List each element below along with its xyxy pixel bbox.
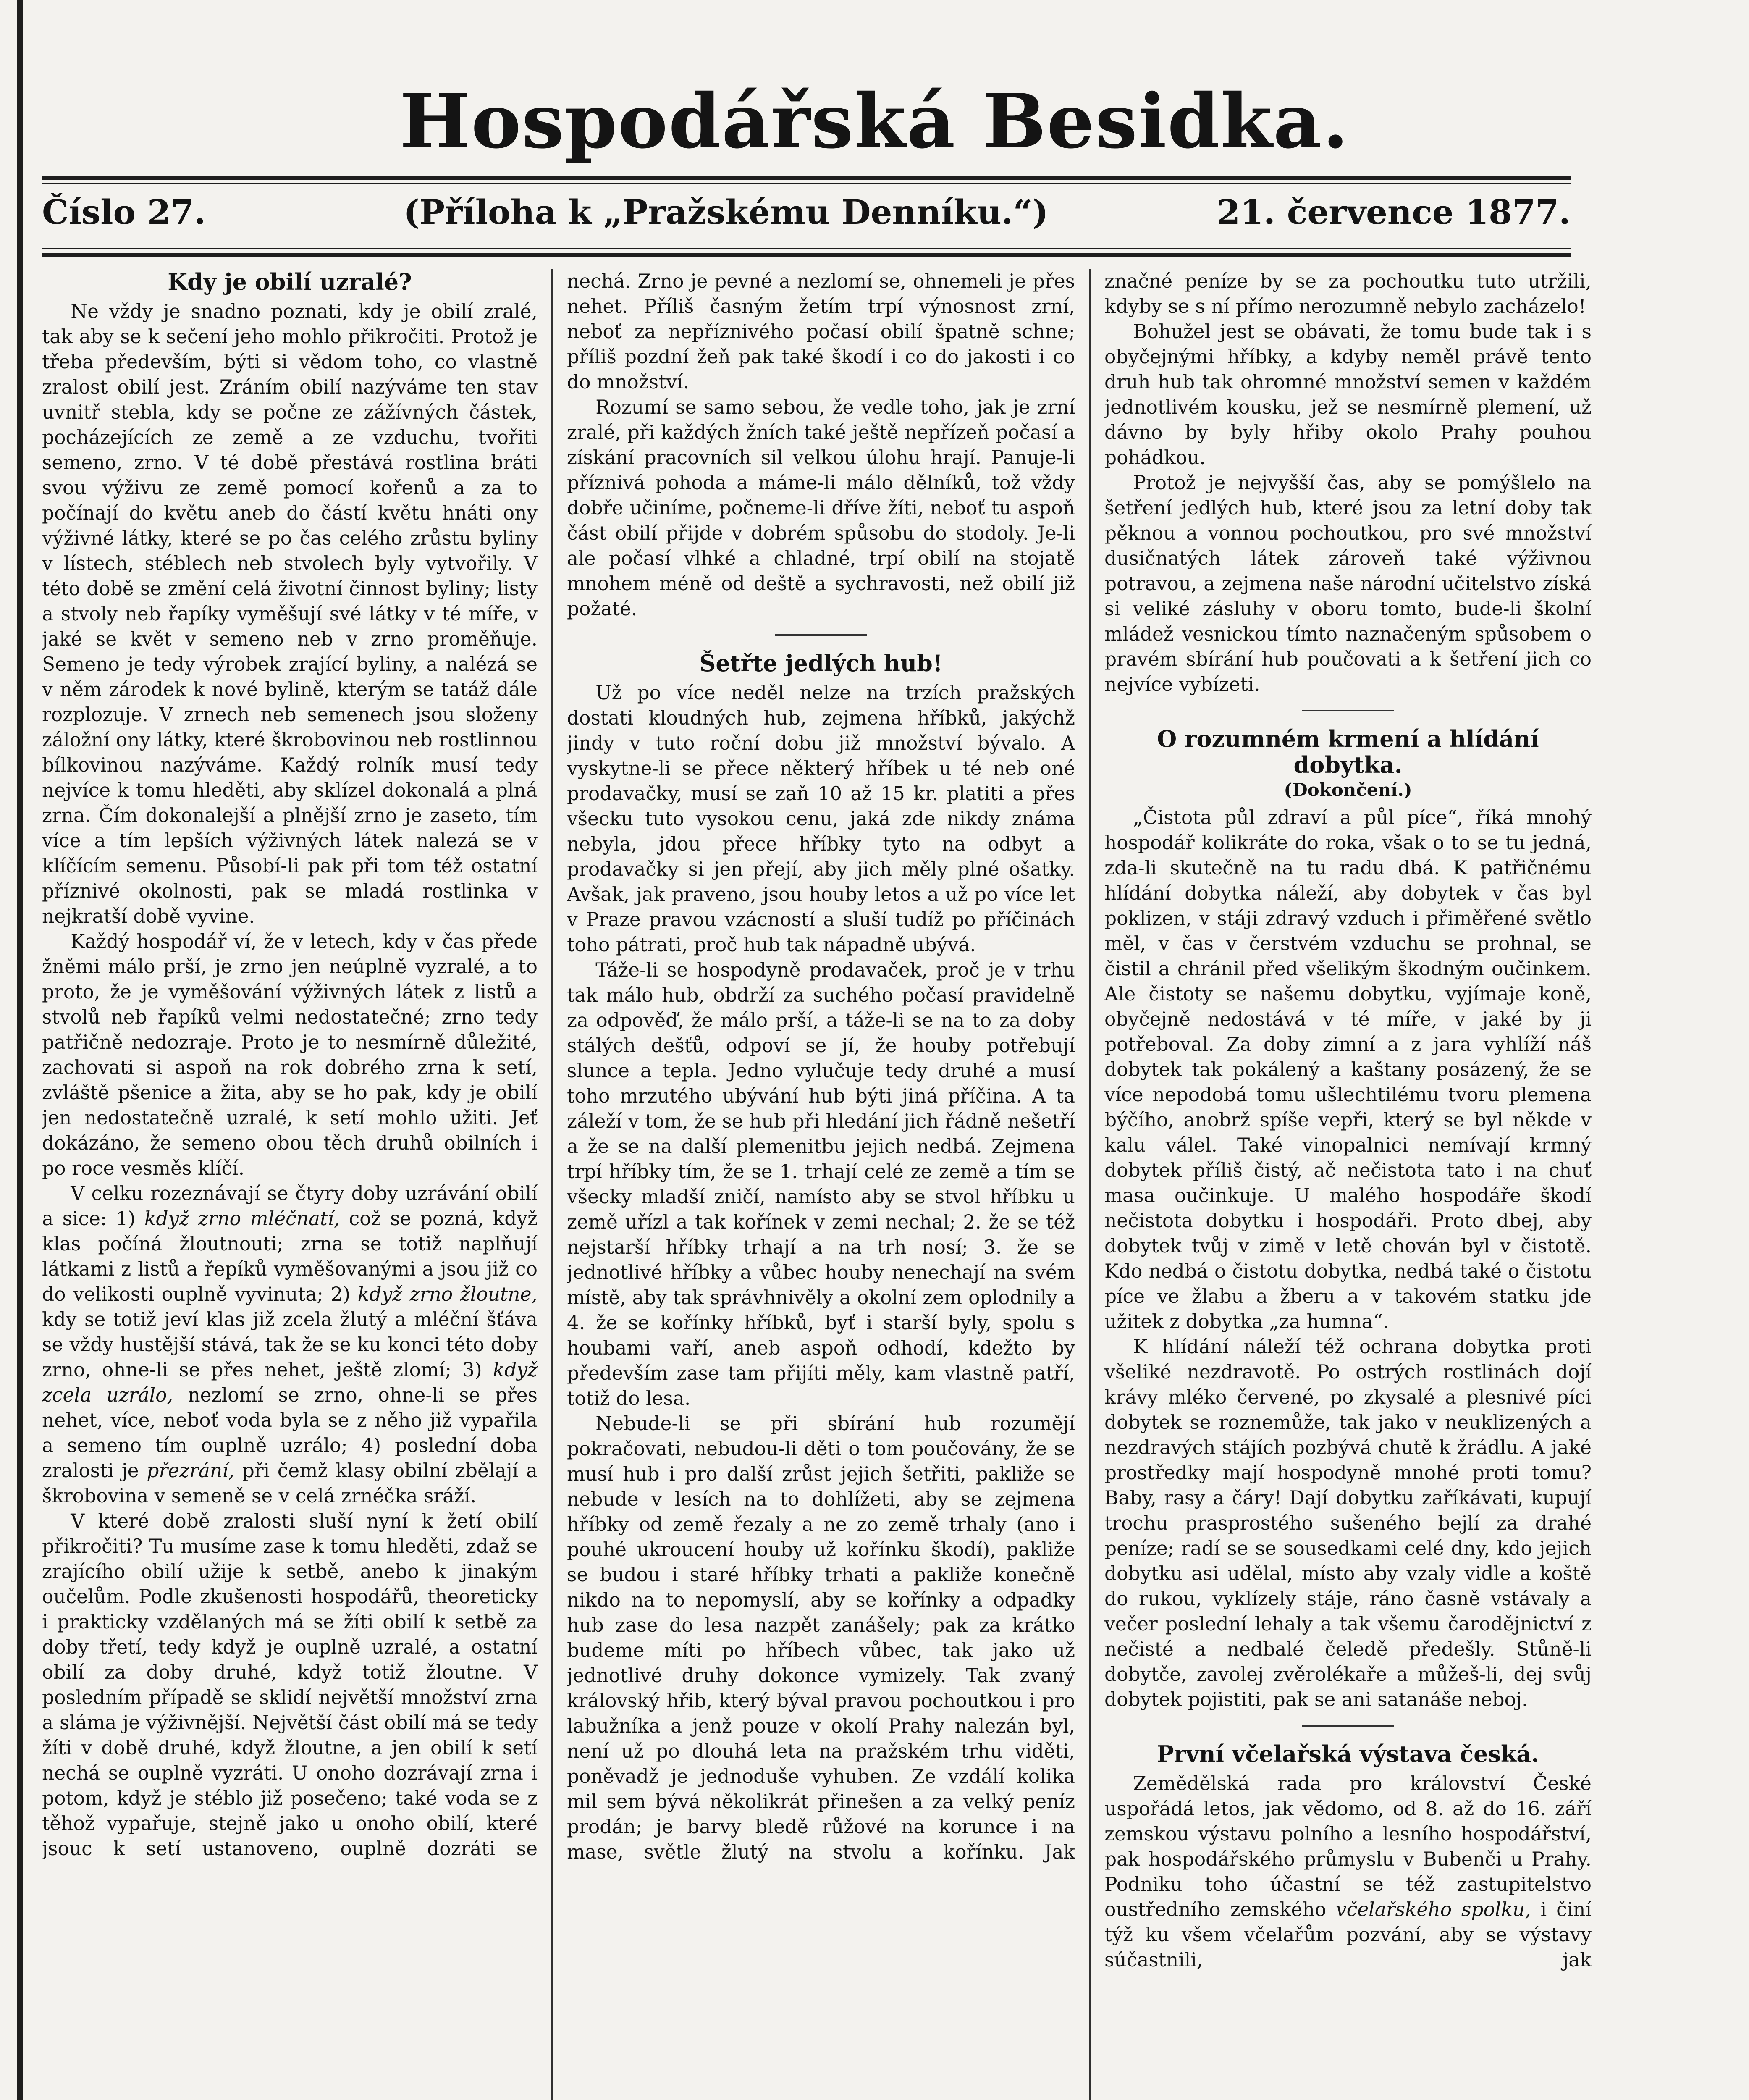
dateline-rule-top — [42, 248, 1571, 249]
article-separator — [775, 634, 867, 636]
masthead-rule-top-thin — [42, 183, 1571, 184]
paragraph: Každý hospodář ví, že v letech, kdy v čas přede žněmi málo prší, je zrno jen neúplně vyzralé, a to proto, že je vyměšování výživných látek z listů a stvolů neb řapíků velmi nedostatečné; zrno tedy patřičně nedozraje. Proto je to nesmírně důležité, zachovati si aspoň na rok dobrého zrna k setí, zvláště pšenice a žita, aby se ho pak, kdy je obilí jen nedostatečně uzralé, k setí mohlo užiti. Jeť dokázáno, že semeno obou těch druhů obilních i po roce vesměs klíčí. — [42, 930, 538, 1180]
page-edge-rule — [17, 0, 23, 2100]
paragraph: Ne vždy je snadno poznati, kdy je obilí zralé, tak aby se k sečení jeho mohlo přikročiti. Protož je třeba především, býti si vědom toho, co vlastně zralost obilí jest. Zráním obilí nazýváme ten stav uvnitř stebla, kdy se počne ze zážívných částek, pocházejících ze země a ze vzduchu, tvořiti semeno, zrno. V té době přestává rostlina bráti svou výživu ze země pomocí kořenů a za to počínají do květu aneb do částí květu hnáti ony výživné látky, které se po čas celého zrůstu byliny v lístech, stéblech neb stvolech byly vytvořily. V této době se změní celá životní činnost byliny; listy a stvoly neb řapíky vyměšují své látky v té míře, v jaké se květ v semeno neb v zrno proměňuje. Semeno je tedy výrobek zrající byliny, a nalézá se v něm zárodek k nové bylině, kterým se tatáž dále rozplozuje. V zrnech neb semenech jsou složeny záložní ony látky, které škrobovinou neb rostlinnou bílkovinou nazýváme. Každý rolník musí tedy nejvíce k tomu hleděti, aby sklízel dokonalá a plná zrna. Čím dokonalejší a plnější zrno je zaseto, tím více a tím lepších výživných látek nalezá se v klíčícím semenu. Působí-li pak při tom též ostatní příznivé okolnosti, pak se mladá rostlinka v nejkratší době vyvine. — [42, 300, 538, 928]
paragraph: V které době zralosti sluší nyní k žetí obilí přikročiti? Tu musíme zase k tomu hleděti, zdaž se zrajícího obilí užije k setbě, anebo k jinakým oučelům. Podle zkušenosti hospodářů, theoreticky i prakticky vzdělaných má se žíti obilí k setbě za doby třetí, tedy když je ouplně uzralé, a ostatní obilí za doby druhé, když totiž žloutne. V posledním případě se sklidí největší množství zrna a sláma je výživnější. Největší část obilí má se tedy žíti v době druhé, když žloutne, a jen obilí k setí nechá se ouplně vyzráti. U onoho dozrávají zrna i potom, když je stéblo již posečeno; také voda se z těhož vypařuje, stejně jako u onoho obilí, které jsouc k setí ustanoveno, ouplně dozráti se — [42, 1510, 538, 1860]
column-divider-2 — [1089, 269, 1091, 2100]
emphasis: když zcela uzrálo, — [42, 1359, 538, 1407]
article-title-vcely: První včelařská výstava česká. — [1156, 1740, 1539, 1768]
paragraph: Už po více neděl nelze na trzích pražských dostati kloudných hub, zejmena hříbků, jakýchž jindy v tuto roční dobu již množství bývalo. A vyskytne-li se přece některý hříbek u té neb oné prodavačky, musí se zaň 10 až 15 kr. platiti a přes všecku tuto vysokou cenu, jaká zde nikdy známa nebyla, jdou přece hříbky tyto na odbyt a prodavačky si jen přejí, aby jich měly plné ošatky. Avšak, jak praveno, jsou houby letos a už po více let v Praze pravou vzácností a sluší tudíž po příčinách toho pátrati, proč hub tak nápadně ubývá. — [567, 682, 1075, 956]
column-divider-1 — [551, 269, 553, 2100]
paragraph: značné peníze by se za pochoutku tuto utržili, kdyby se s ní přímo nerozumně nebylo zacházelo! — [1104, 270, 1592, 318]
emphasis: přezrání, — [147, 1460, 235, 1482]
paragraph: „Čistota půl zdraví a půl píce“, říká mnohý hospodář kolikráte do roka, však o to se tu jedná, zda-li skutečně na tu radu dbá. K patřičnému hlídání dobytka náleží, aby dobytek v čas byl poklizen, v stáji zdravý vzduch i přiměřené světlo měl, v čas v čerstvém vzduchu se prohnal, se čistil a chránil před všelikým škodným oučinkem. Ale čistoty se našemu dobytku, vyjímaje koně, obyčejně nedostává v té míře, v jaké by ji potřeboval. Za doby zimní a z jara vyhlíží náš dobytek tak pokálený a kaštany posázený, že se více nepodobá tomu ušlechtilému tvoru plemena býčího, anobrž spíše vepři, který se byl někde v kalu válel. Také vinopalnici nemívají krmný dobytek příliš čistý, ač nečistota tato i na chuť masa oučinkuje. U malého hospodáře škodí nečistota dobytku i hospodáři. Proto dbej, aby dobytek tvůj v zimě v letě chován byl v čistotě. Kdo nedbá o čistotu dobytka, nedbá také o čistotu píce ve žlabu a žberu a v takovém statku jde užitek z dobytka „za humna“. — [1104, 806, 1592, 1333]
paragraph: Táže-li se hospodyně prodavaček, proč je v trhu tak málo hub, obdrží za suchého počasí pravidelně za odpověď, že málo prší, a táže-li se na to za doby stálých dešťů, odpoví se jí, že houby potřebují slunce a tepla. Jedno vylučuje tedy druhé a musí toho mrzutého ubývání hub býti jiná příčina. A ta záleží v tom, že se hub při hledání jich řádně nešetří a že se na další plemenitbu jejich nedbá. Zejmena trpí hříbky tím, že se 1. trhají celé ze země a tím se všecky mladší zničí, namísto aby se stvol hříbku u země uřízl a tak kořínek v zemi nechal; 2. že se též nejstarší hříbky trhají a na trh nosí; 3. že se jednotlivé hříbky a vůbec houby nenechají na svém místě, aby tak správhnivěly a okolní zem oplodnily a 4. že se kořínky hříbků, byť i starší byly, spolu s houbami vaří, aneb aspoň odhodí, kdežto by především zase tam přijíti měly, kam vlastně patří, totiž do lesa. — [567, 959, 1075, 1410]
column-2 — [567, 269, 1075, 2100]
supplement-note: (Příloha k „Pražskému Denníku.“) — [404, 192, 1049, 232]
emphasis: když zrno žloutne, — [357, 1283, 538, 1306]
paragraph: Nebude-li se při sbírání hub rozumějí pokračovati, nebudou-li děti o tom poučovány, že se musí hub i pro další zrůst jejich šetřiti, pakliže se nebude v lesích na to dohlížeti, aby se zejmena hříbky od země řezaly a ne zo země trhaly (ano i pouhé ukroucení houby už kořínku škodí), pakliže se budou i staré hříbky trhati a pakliže konečně nikdo na to nepomyslí, aby se kořínky a odpadky hub zase do lesa nazpět zanášely; pak za krátko budeme míti po hříbech vůbec, tak jako už jednotlivé druhy dokonce vymizely. Tak zvaný královský hřib, který býval pravou pochoutkou i pro labužníka a jenž pouze v okolí Prahy nalezán byl, není už po dlouhá leta na pražském trhu viděti, poněvadž je jednoduše vyhuben. Ze vzdálí kolika mil sem bývá několikrát přinešen a za velký peníz prodán; je barvy bledě růžové na korunce i na mase, světle žlutý na stvolu a kořínku. Jak — [567, 1412, 1075, 1864]
article-separator — [1302, 710, 1394, 711]
article-separator — [1302, 1725, 1394, 1727]
masthead-rule-top — [42, 176, 1571, 180]
emphasis: když zrno mléčnatí, — [144, 1208, 340, 1230]
dateline — [42, 192, 1571, 232]
issue-number: Číslo 27. — [42, 192, 206, 232]
article-title-houby: Šetřte jedlých hub! — [699, 650, 943, 677]
paragraph: Rozumí se samo sebou, že vedle toho, jak je zrní zralé, při každých žních také ještě nepřízeň počasí a získání pracovních sil velkou úlohu hrají. Panuje-li příznivá pohoda a máme-li málo dělníků, tož vždy dobře učiníme, počneme-li dříve žíti, neboť tu aspoň část obilí přijde v dobrém spůsobu do stodoly. Je-li ale počasí vlhké a chladné, trpí obilí na stojatě mnohem méně od deště a sychravosti, než obilí již požaté. — [567, 396, 1075, 620]
masthead: Hospodářská Besidka. — [399, 77, 1350, 165]
article-subtitle: (Dokončení.) — [1284, 780, 1412, 801]
emphasis: včelařského spolku, — [1336, 1898, 1531, 1921]
article-title-dobytek: O rozumném krmení a hlídání dobytka. — [1157, 725, 1539, 779]
paragraph: Bohužel jest se obávati, že tomu bude tak i s obyčejnými hříbky, a kdyby neměl právě tento druh hub tak ohromné množství semen v každém jednotlivém kousku, jež se nesmírně plemení, už dávno by byly hřiby okolo Prahy pouhou pohádkou. — [1104, 320, 1592, 469]
column-3 — [1104, 269, 1592, 2100]
dateline-rule-bottom — [42, 253, 1571, 257]
column-1 — [42, 269, 538, 2100]
paragraph: Zemědělská rada pro království České uspořádá letos, jak vědomo, od 8. až do 16. září zemskou výstavu polního a lesního hospodářství, pak hospodářského průmyslu v Bubenči u Prahy. Podniku toho účastní se též zastupitelstvo oustředního zemského včelařského spolku, i činí týž ku všem včelařům pozvání, aby se výstavy súčastnili, jak — [1104, 1772, 1592, 1971]
paragraph: Protož je nejvyšší čas, aby se pomýšlelo na šetření jedlých hub, které jsou za letní doby tak pěknou a vonnou pochoutkou, pro své množství dusičnatých látek zároveň také výživnou potravou, a zejmena naše národní učitelstvo získá si veliké zásluhy v oboru tomto, bude-li školní mládež vesnickou tímto naznačeným spůsobem o pravém sbírání hub poučovati a k šetření jich co nejvíce vybízeti. — [1104, 472, 1592, 696]
article-title-obili: Kdy je obilí uzralé? — [168, 269, 412, 295]
paragraph: V celku rozeznávají se čtyry doby uzrávání obilí a sice: 1) když zrno mléčnatí, což se pozná, když klas počíná žloutnouti; zrna se totiž naplňují látkami z listů a řepíků vyměšovanými a jsou již co do velikosti ouplně vyvinuta; 2) když zrno žloutne, kdy se totiž jeví klas již zcela žlutý a mléční šťáva se vždy hustější stává, tak že se ku konci této doby zrno, ohne-li se přes nehet, ještě zlomí; 3) když zcela uzrálo, nezlomí se zrno, ohne-li se přes nehet, více, neboť voda byla se z něho již vypařila a semeno tím ouplně uzrálo; 4) poslední doba zralosti je přezrání, při čemž klasy obilní zbělají a škrobovina v semeně se v celá zrnéčka sráží. — [42, 1182, 538, 1507]
paragraph: K hlídání náleží též ochrana dobytka proti všeliké nezdravotě. Po ostrých rostlinách dojí krávy mléko červené, po zkysalé a plesnivé píci dobytek se roznemůže, tak jako v neuklizených a nezdravých stájích pozbývá chutě k žrádlu. A jaké prostředky mají hospodyně mnohé proti tomu? Baby, rasy a čáry! Dají dobytku zaříkávati, kupují trochu prasprostého sušeného bejlí za drahé peníze; radí se se sousedkami celé dny, kdo jejich dobytku asi udělal, místo aby vzaly vidle a koště do rukou, vyklízely stáje, ráno časně vstávaly a večer poslední lehaly a tak všemu čarodějnictví z nečisté a nedbalé čeledě předešly. Stůně-li dobytče, zavolej zvěrolékaře a můžeš-li, dej svůj dobytek pojistiti, pak se ani satanáše neboj. — [1104, 1336, 1592, 1711]
issue-date: 21. července 1877. — [1217, 192, 1571, 232]
paragraph: nechá. Zrno je pevné a nezlomí se, ohnemeli je přes nehet. Příliš časným žetím trpí výnosnost zrní, neboť za nepříznivého počasí obilí špatně schne; příliš pozdní žeň pak také škodí i co do jakosti i co do množství. — [567, 270, 1075, 393]
